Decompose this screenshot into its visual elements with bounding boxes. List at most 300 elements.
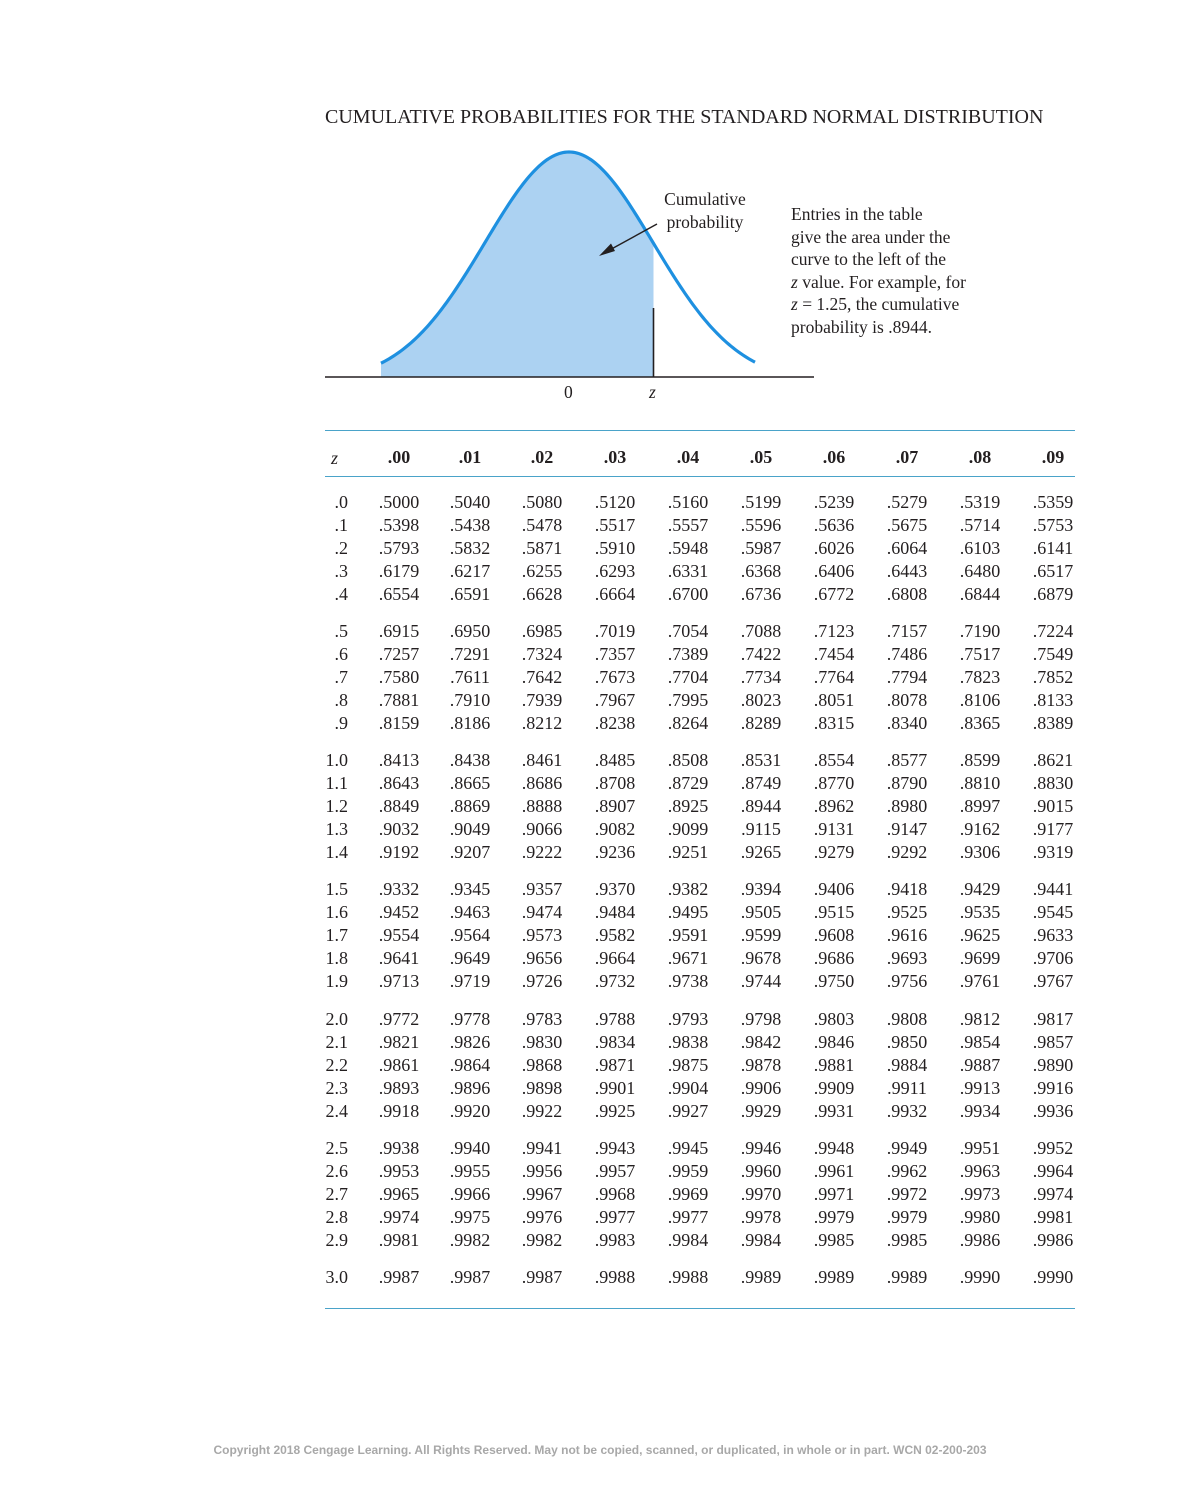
table-row bbox=[0, 1230, 1200, 1253]
row-z-value: 1.6 bbox=[325, 902, 348, 922]
probability-cell: .9616 bbox=[886, 925, 928, 945]
table-row bbox=[0, 561, 1200, 584]
row-z-value: .5 bbox=[334, 621, 348, 641]
probability-cell: .9976 bbox=[521, 1207, 563, 1227]
column-header: .06 bbox=[822, 447, 846, 467]
probability-cell: .9946 bbox=[740, 1138, 782, 1158]
probability-cell: .9857 bbox=[1032, 1032, 1074, 1052]
probability-cell: .9957 bbox=[594, 1161, 636, 1181]
probability-cell: .9975 bbox=[449, 1207, 491, 1227]
row-z-value: .7 bbox=[334, 667, 348, 687]
probability-cell: .9906 bbox=[740, 1078, 782, 1098]
probability-cell: .6985 bbox=[521, 621, 563, 641]
column-header: .04 bbox=[676, 447, 700, 467]
probability-cell: .5987 bbox=[740, 538, 782, 558]
normal-curve-figure bbox=[320, 140, 820, 390]
probability-cell: .7764 bbox=[813, 667, 855, 687]
probability-cell: .9982 bbox=[521, 1230, 563, 1250]
probability-cell: .5636 bbox=[813, 515, 855, 535]
probability-cell: .5120 bbox=[594, 492, 636, 512]
callout-line-2: probability bbox=[666, 212, 744, 232]
table-bottom-rule bbox=[325, 1308, 1075, 1309]
probability-cell: .9989 bbox=[740, 1267, 782, 1287]
probability-cell: .5279 bbox=[886, 492, 928, 512]
table-top-rule bbox=[325, 430, 1075, 431]
row-z-value: 1.9 bbox=[325, 971, 348, 991]
table-row bbox=[0, 925, 1200, 948]
table-row bbox=[0, 773, 1200, 796]
probability-cell: .9292 bbox=[886, 842, 928, 862]
probability-cell: .7939 bbox=[521, 690, 563, 710]
explanation-text bbox=[791, 203, 1011, 339]
probability-cell: .9429 bbox=[959, 879, 1001, 899]
probability-cell: .9686 bbox=[813, 948, 855, 968]
probability-cell: .9881 bbox=[813, 1055, 855, 1075]
probability-cell: .6064 bbox=[886, 538, 928, 558]
row-z-value: .0 bbox=[334, 492, 348, 512]
probability-cell: .9664 bbox=[594, 948, 636, 968]
probability-cell: .8264 bbox=[667, 713, 709, 733]
probability-cell: .9495 bbox=[667, 902, 709, 922]
probability-cell: .6293 bbox=[594, 561, 636, 581]
table-row bbox=[0, 1267, 1200, 1290]
probability-cell: .8830 bbox=[1032, 773, 1074, 793]
probability-cell: .9474 bbox=[521, 902, 563, 922]
probability-cell: .8643 bbox=[378, 773, 420, 793]
probability-cell: .9345 bbox=[449, 879, 491, 899]
probability-cell: .9988 bbox=[667, 1267, 709, 1287]
probability-cell: .9868 bbox=[521, 1055, 563, 1075]
probability-cell: .9441 bbox=[1032, 879, 1074, 899]
probability-cell: .6331 bbox=[667, 561, 709, 581]
probability-cell: .9756 bbox=[886, 971, 928, 991]
table-row bbox=[0, 584, 1200, 607]
explanation-text-span: probability is .8944. bbox=[791, 316, 932, 337]
probability-cell: .9761 bbox=[959, 971, 1001, 991]
row-z-value: 2.7 bbox=[325, 1184, 348, 1204]
probability-cell: .6950 bbox=[449, 621, 491, 641]
probability-cell: .8051 bbox=[813, 690, 855, 710]
probability-cell: .9719 bbox=[449, 971, 491, 991]
probability-cell: .7224 bbox=[1032, 621, 1074, 641]
probability-cell: .9306 bbox=[959, 842, 1001, 862]
probability-cell: .9535 bbox=[959, 902, 1001, 922]
probability-cell: .6406 bbox=[813, 561, 855, 581]
probability-cell: .9986 bbox=[959, 1230, 1001, 1250]
probability-cell: .9940 bbox=[449, 1138, 491, 1158]
probability-cell: .9953 bbox=[378, 1161, 420, 1181]
row-z-value: 3.0 bbox=[325, 1267, 348, 1287]
explanation-line bbox=[791, 271, 1011, 294]
probability-cell: .7995 bbox=[667, 690, 709, 710]
probability-cell: .8508 bbox=[667, 750, 709, 770]
probability-cell: .6808 bbox=[886, 584, 928, 604]
row-z-value: 2.3 bbox=[325, 1078, 348, 1098]
probability-cell: .9671 bbox=[667, 948, 709, 968]
table-row bbox=[0, 819, 1200, 842]
probability-cell: .8461 bbox=[521, 750, 563, 770]
probability-cell: .9582 bbox=[594, 925, 636, 945]
probability-cell: .9222 bbox=[521, 842, 563, 862]
probability-cell: .9699 bbox=[959, 948, 1001, 968]
probability-cell: .9979 bbox=[886, 1207, 928, 1227]
probability-cell: .9955 bbox=[449, 1161, 491, 1181]
probability-cell: .6700 bbox=[667, 584, 709, 604]
probability-cell: .9850 bbox=[886, 1032, 928, 1052]
probability-cell: .9744 bbox=[740, 971, 782, 991]
probability-cell: .9871 bbox=[594, 1055, 636, 1075]
probability-cell: .9911 bbox=[887, 1078, 927, 1098]
explanation-text-span: Entries in the table bbox=[791, 204, 923, 224]
probability-cell: .8577 bbox=[886, 750, 928, 770]
probability-cell: .9961 bbox=[813, 1161, 855, 1181]
probability-cell: .8438 bbox=[449, 750, 491, 770]
row-z-value: 1.8 bbox=[325, 948, 348, 968]
explanation-var: z bbox=[791, 271, 798, 292]
probability-cell: .7019 bbox=[594, 621, 636, 641]
probability-cell: .9812 bbox=[959, 1009, 1001, 1029]
probability-cell: .9970 bbox=[740, 1184, 782, 1204]
probability-cell: .9798 bbox=[740, 1009, 782, 1029]
probability-cell: .5319 bbox=[959, 492, 1001, 512]
probability-cell: .8888 bbox=[521, 796, 563, 816]
table-row bbox=[0, 667, 1200, 690]
probability-cell: .8599 bbox=[959, 750, 1001, 770]
table-row bbox=[0, 1184, 1200, 1207]
probability-cell: .9192 bbox=[378, 842, 420, 862]
probability-cell: .5557 bbox=[667, 515, 709, 535]
table-row bbox=[0, 713, 1200, 736]
probability-cell: .9977 bbox=[594, 1207, 636, 1227]
probability-cell: .9115 bbox=[741, 819, 781, 839]
probability-cell: .9236 bbox=[594, 842, 636, 862]
row-z-value: 1.4 bbox=[325, 842, 348, 862]
row-z-value: 1.0 bbox=[325, 750, 348, 770]
explanation-var: z bbox=[791, 294, 798, 315]
row-z-value: .8 bbox=[334, 690, 348, 710]
probability-cell: .9936 bbox=[1032, 1101, 1074, 1121]
probability-cell: .9969 bbox=[667, 1184, 709, 1204]
probability-cell: .6879 bbox=[1032, 584, 1074, 604]
table-row bbox=[0, 750, 1200, 773]
probability-cell: .9893 bbox=[378, 1078, 420, 1098]
probability-cell: .9960 bbox=[740, 1161, 782, 1181]
probability-cell: .9990 bbox=[1032, 1267, 1074, 1287]
probability-cell: .9941 bbox=[521, 1138, 563, 1158]
probability-cell: .9861 bbox=[378, 1055, 420, 1075]
probability-cell: .9964 bbox=[1032, 1161, 1074, 1181]
column-header: .08 bbox=[968, 447, 992, 467]
probability-cell: .9778 bbox=[449, 1009, 491, 1029]
probability-cell: .9959 bbox=[667, 1161, 709, 1181]
probability-cell: .9162 bbox=[959, 819, 1001, 839]
probability-cell: .7673 bbox=[594, 667, 636, 687]
probability-cell: .6844 bbox=[959, 584, 1001, 604]
probability-cell: .9956 bbox=[521, 1161, 563, 1181]
probability-cell: .7190 bbox=[959, 621, 1001, 641]
table-row bbox=[0, 492, 1200, 515]
probability-cell: .8133 bbox=[1032, 690, 1074, 710]
probability-cell: .9949 bbox=[886, 1138, 928, 1158]
probability-cell: .9986 bbox=[1032, 1230, 1074, 1250]
explanation-line bbox=[791, 293, 1011, 316]
probability-cell: .9573 bbox=[521, 925, 563, 945]
probability-cell: .5910 bbox=[594, 538, 636, 558]
probability-cell: .9767 bbox=[1032, 971, 1074, 991]
probability-cell: .8729 bbox=[667, 773, 709, 793]
probability-cell: .9750 bbox=[813, 971, 855, 991]
row-z-value: .6 bbox=[334, 644, 348, 664]
probability-cell: .9989 bbox=[813, 1267, 855, 1287]
probability-cell: .6517 bbox=[1032, 561, 1074, 581]
probability-cell: .9989 bbox=[886, 1267, 928, 1287]
probability-cell: .9918 bbox=[378, 1101, 420, 1121]
probability-cell: .9968 bbox=[594, 1184, 636, 1204]
probability-cell: .9525 bbox=[886, 902, 928, 922]
probability-cell: .7324 bbox=[521, 644, 563, 664]
probability-cell: .9177 bbox=[1032, 819, 1074, 839]
probability-cell: .7291 bbox=[449, 644, 491, 664]
probability-cell: .9265 bbox=[740, 842, 782, 862]
probability-cell: .5000 bbox=[378, 492, 420, 512]
probability-cell: .9929 bbox=[740, 1101, 782, 1121]
probability-cell: .9884 bbox=[886, 1055, 928, 1075]
probability-cell: .7852 bbox=[1032, 667, 1074, 687]
explanation-text-span: value. For example, for bbox=[797, 271, 966, 292]
probability-cell: .9131 bbox=[813, 819, 855, 839]
probability-cell: .9916 bbox=[1032, 1078, 1074, 1098]
probability-cell: .9901 bbox=[594, 1078, 636, 1098]
probability-cell: .7517 bbox=[959, 644, 1001, 664]
probability-cell: .8340 bbox=[886, 713, 928, 733]
probability-cell: .7910 bbox=[449, 690, 491, 710]
row-z-value: 1.1 bbox=[325, 773, 348, 793]
probability-cell: .5160 bbox=[667, 492, 709, 512]
explanation-line bbox=[791, 316, 1011, 339]
probability-cell: .8554 bbox=[813, 750, 855, 770]
probability-cell: .9973 bbox=[959, 1184, 1001, 1204]
probability-cell: .7967 bbox=[594, 690, 636, 710]
probability-cell: .5040 bbox=[449, 492, 491, 512]
callout-line-1: Cumulative bbox=[664, 189, 746, 209]
probability-cell: .9826 bbox=[449, 1032, 491, 1052]
probability-cell: .9952 bbox=[1032, 1138, 1074, 1158]
row-z-value: 2.1 bbox=[325, 1032, 348, 1052]
probability-cell: .7642 bbox=[521, 667, 563, 687]
probability-cell: .9015 bbox=[1032, 796, 1074, 816]
probability-cell: .7611 bbox=[450, 667, 490, 687]
probability-cell: .9920 bbox=[449, 1101, 491, 1121]
probability-cell: .8925 bbox=[667, 796, 709, 816]
probability-cell: .5714 bbox=[959, 515, 1001, 535]
probability-cell: .8078 bbox=[886, 690, 928, 710]
probability-cell: .9793 bbox=[667, 1009, 709, 1029]
probability-cell: .9713 bbox=[378, 971, 420, 991]
row-z-value: .4 bbox=[334, 584, 348, 604]
probability-cell: .9904 bbox=[667, 1078, 709, 1098]
row-z-value: 2.0 bbox=[325, 1009, 348, 1029]
probability-cell: .8944 bbox=[740, 796, 782, 816]
probability-cell: .9875 bbox=[667, 1055, 709, 1075]
probability-cell: .9357 bbox=[521, 879, 563, 899]
probability-cell: .9738 bbox=[667, 971, 709, 991]
probability-cell: .6255 bbox=[521, 561, 563, 581]
probability-cell: .9032 bbox=[378, 819, 420, 839]
table-row bbox=[0, 1207, 1200, 1230]
probability-cell: .9625 bbox=[959, 925, 1001, 945]
cumulative-probability-callout bbox=[640, 188, 770, 234]
probability-cell: .9988 bbox=[594, 1267, 636, 1287]
probability-cell: .6480 bbox=[959, 561, 1001, 581]
probability-cell: .8962 bbox=[813, 796, 855, 816]
probability-cell: .7454 bbox=[813, 644, 855, 664]
probability-cell: .8238 bbox=[594, 713, 636, 733]
probability-cell: .9990 bbox=[959, 1267, 1001, 1287]
probability-cell: .7704 bbox=[667, 667, 709, 687]
probability-cell: .7123 bbox=[813, 621, 855, 641]
probability-cell: .8365 bbox=[959, 713, 1001, 733]
probability-cell: .9207 bbox=[449, 842, 491, 862]
probability-cell: .5871 bbox=[521, 538, 563, 558]
row-z-value: .1 bbox=[334, 515, 348, 535]
probability-cell: .9641 bbox=[378, 948, 420, 968]
probability-cell: .8023 bbox=[740, 690, 782, 710]
probability-cell: .9925 bbox=[594, 1101, 636, 1121]
probability-cell: .8186 bbox=[449, 713, 491, 733]
row-z-value: 2.9 bbox=[325, 1230, 348, 1250]
explanation-line bbox=[791, 248, 1011, 271]
probability-cell: .5596 bbox=[740, 515, 782, 535]
row-z-value: 2.4 bbox=[325, 1101, 348, 1121]
probability-cell: .9788 bbox=[594, 1009, 636, 1029]
row-z-value: 1.2 bbox=[325, 796, 348, 816]
row-z-value: 1.5 bbox=[325, 879, 348, 899]
table-row bbox=[0, 1009, 1200, 1032]
probability-cell: .8790 bbox=[886, 773, 928, 793]
probability-cell: .9838 bbox=[667, 1032, 709, 1052]
probability-cell: .9978 bbox=[740, 1207, 782, 1227]
probability-cell: .9564 bbox=[449, 925, 491, 945]
probability-cell: .8907 bbox=[594, 796, 636, 816]
probability-cell: .9913 bbox=[959, 1078, 1001, 1098]
probability-cell: .9922 bbox=[521, 1101, 563, 1121]
probability-cell: .9966 bbox=[449, 1184, 491, 1204]
probability-cell: .9706 bbox=[1032, 948, 1074, 968]
probability-cell: .9279 bbox=[813, 842, 855, 862]
probability-cell: .9147 bbox=[886, 819, 928, 839]
probability-cell: .9732 bbox=[594, 971, 636, 991]
probability-cell: .9927 bbox=[667, 1101, 709, 1121]
column-header: .05 bbox=[749, 447, 773, 467]
table-row bbox=[0, 971, 1200, 994]
probability-cell: .5478 bbox=[521, 515, 563, 535]
probability-cell: .9981 bbox=[1032, 1207, 1074, 1227]
probability-cell: .9987 bbox=[521, 1267, 563, 1287]
probability-cell: .5398 bbox=[378, 515, 420, 535]
probability-cell: .9890 bbox=[1032, 1055, 1074, 1075]
column-header: .00 bbox=[387, 447, 411, 467]
probability-cell: .9987 bbox=[378, 1267, 420, 1287]
probability-cell: .9082 bbox=[594, 819, 636, 839]
probability-cell: .7357 bbox=[594, 644, 636, 664]
probability-cell: .6141 bbox=[1032, 538, 1074, 558]
probability-cell: .6103 bbox=[959, 538, 1001, 558]
table-row bbox=[0, 644, 1200, 667]
probability-cell: .8315 bbox=[813, 713, 855, 733]
table-row bbox=[0, 902, 1200, 925]
probability-cell: .9854 bbox=[959, 1032, 1001, 1052]
probability-cell: .6026 bbox=[813, 538, 855, 558]
probability-cell: .9678 bbox=[740, 948, 782, 968]
probability-cell: .9963 bbox=[959, 1161, 1001, 1181]
row-z-value: 1.7 bbox=[325, 925, 348, 945]
probability-cell: .8621 bbox=[1032, 750, 1074, 770]
probability-cell: .9971 bbox=[813, 1184, 855, 1204]
probability-cell: .9972 bbox=[886, 1184, 928, 1204]
probability-cell: .8531 bbox=[740, 750, 782, 770]
column-header: .02 bbox=[530, 447, 554, 467]
probability-cell: .5793 bbox=[378, 538, 420, 558]
probability-cell: .9834 bbox=[594, 1032, 636, 1052]
probability-cell: .8389 bbox=[1032, 713, 1074, 733]
probability-cell: .7157 bbox=[886, 621, 928, 641]
probability-cell: .8869 bbox=[449, 796, 491, 816]
probability-cell: .9382 bbox=[667, 879, 709, 899]
probability-cell: .8749 bbox=[740, 773, 782, 793]
explanation-line bbox=[791, 203, 1011, 226]
probability-cell: .9591 bbox=[667, 925, 709, 945]
probability-cell: .6664 bbox=[594, 584, 636, 604]
probability-cell: .6217 bbox=[449, 561, 491, 581]
probability-cell: .7794 bbox=[886, 667, 928, 687]
probability-cell: .8810 bbox=[959, 773, 1001, 793]
probability-cell: .5675 bbox=[886, 515, 928, 535]
explanation-line bbox=[791, 226, 1011, 249]
axis-label-zero: 0 bbox=[564, 382, 573, 402]
probability-cell: .9319 bbox=[1032, 842, 1074, 862]
probability-cell: .9545 bbox=[1032, 902, 1074, 922]
table-row bbox=[0, 690, 1200, 713]
probability-cell: .9099 bbox=[667, 819, 709, 839]
row-z-value: 2.8 bbox=[325, 1207, 348, 1227]
probability-cell: .9987 bbox=[449, 1267, 491, 1287]
probability-cell: .9649 bbox=[449, 948, 491, 968]
z-column-header: z bbox=[331, 448, 339, 468]
column-header: .07 bbox=[895, 447, 919, 467]
probability-cell: .9726 bbox=[521, 971, 563, 991]
probability-cell: .9932 bbox=[886, 1101, 928, 1121]
probability-cell: .7823 bbox=[959, 667, 1001, 687]
row-z-value: 2.6 bbox=[325, 1161, 348, 1181]
probability-cell: .9943 bbox=[594, 1138, 636, 1158]
probability-cell: .6443 bbox=[886, 561, 928, 581]
table-row bbox=[0, 538, 1200, 561]
probability-cell: .9452 bbox=[378, 902, 420, 922]
probability-cell: .5199 bbox=[740, 492, 782, 512]
probability-cell: .9983 bbox=[594, 1230, 636, 1250]
probability-cell: .8212 bbox=[521, 713, 563, 733]
copyright-footer: Copyright 2018 Cengage Learning. All Rights Reserved. May not be copied, scanned, or duplicated, in whole or in part. WCN 02-200-203 bbox=[213, 1443, 987, 1457]
probability-cell: .9945 bbox=[667, 1138, 709, 1158]
row-z-value: 1.3 bbox=[325, 819, 348, 839]
probability-cell: .5359 bbox=[1032, 492, 1074, 512]
probability-cell: .9896 bbox=[449, 1078, 491, 1098]
probability-cell: .9633 bbox=[1032, 925, 1074, 945]
probability-cell: .5948 bbox=[667, 538, 709, 558]
probability-cell: .6772 bbox=[813, 584, 855, 604]
probability-cell: .9608 bbox=[813, 925, 855, 945]
probability-cell: .9985 bbox=[813, 1230, 855, 1250]
